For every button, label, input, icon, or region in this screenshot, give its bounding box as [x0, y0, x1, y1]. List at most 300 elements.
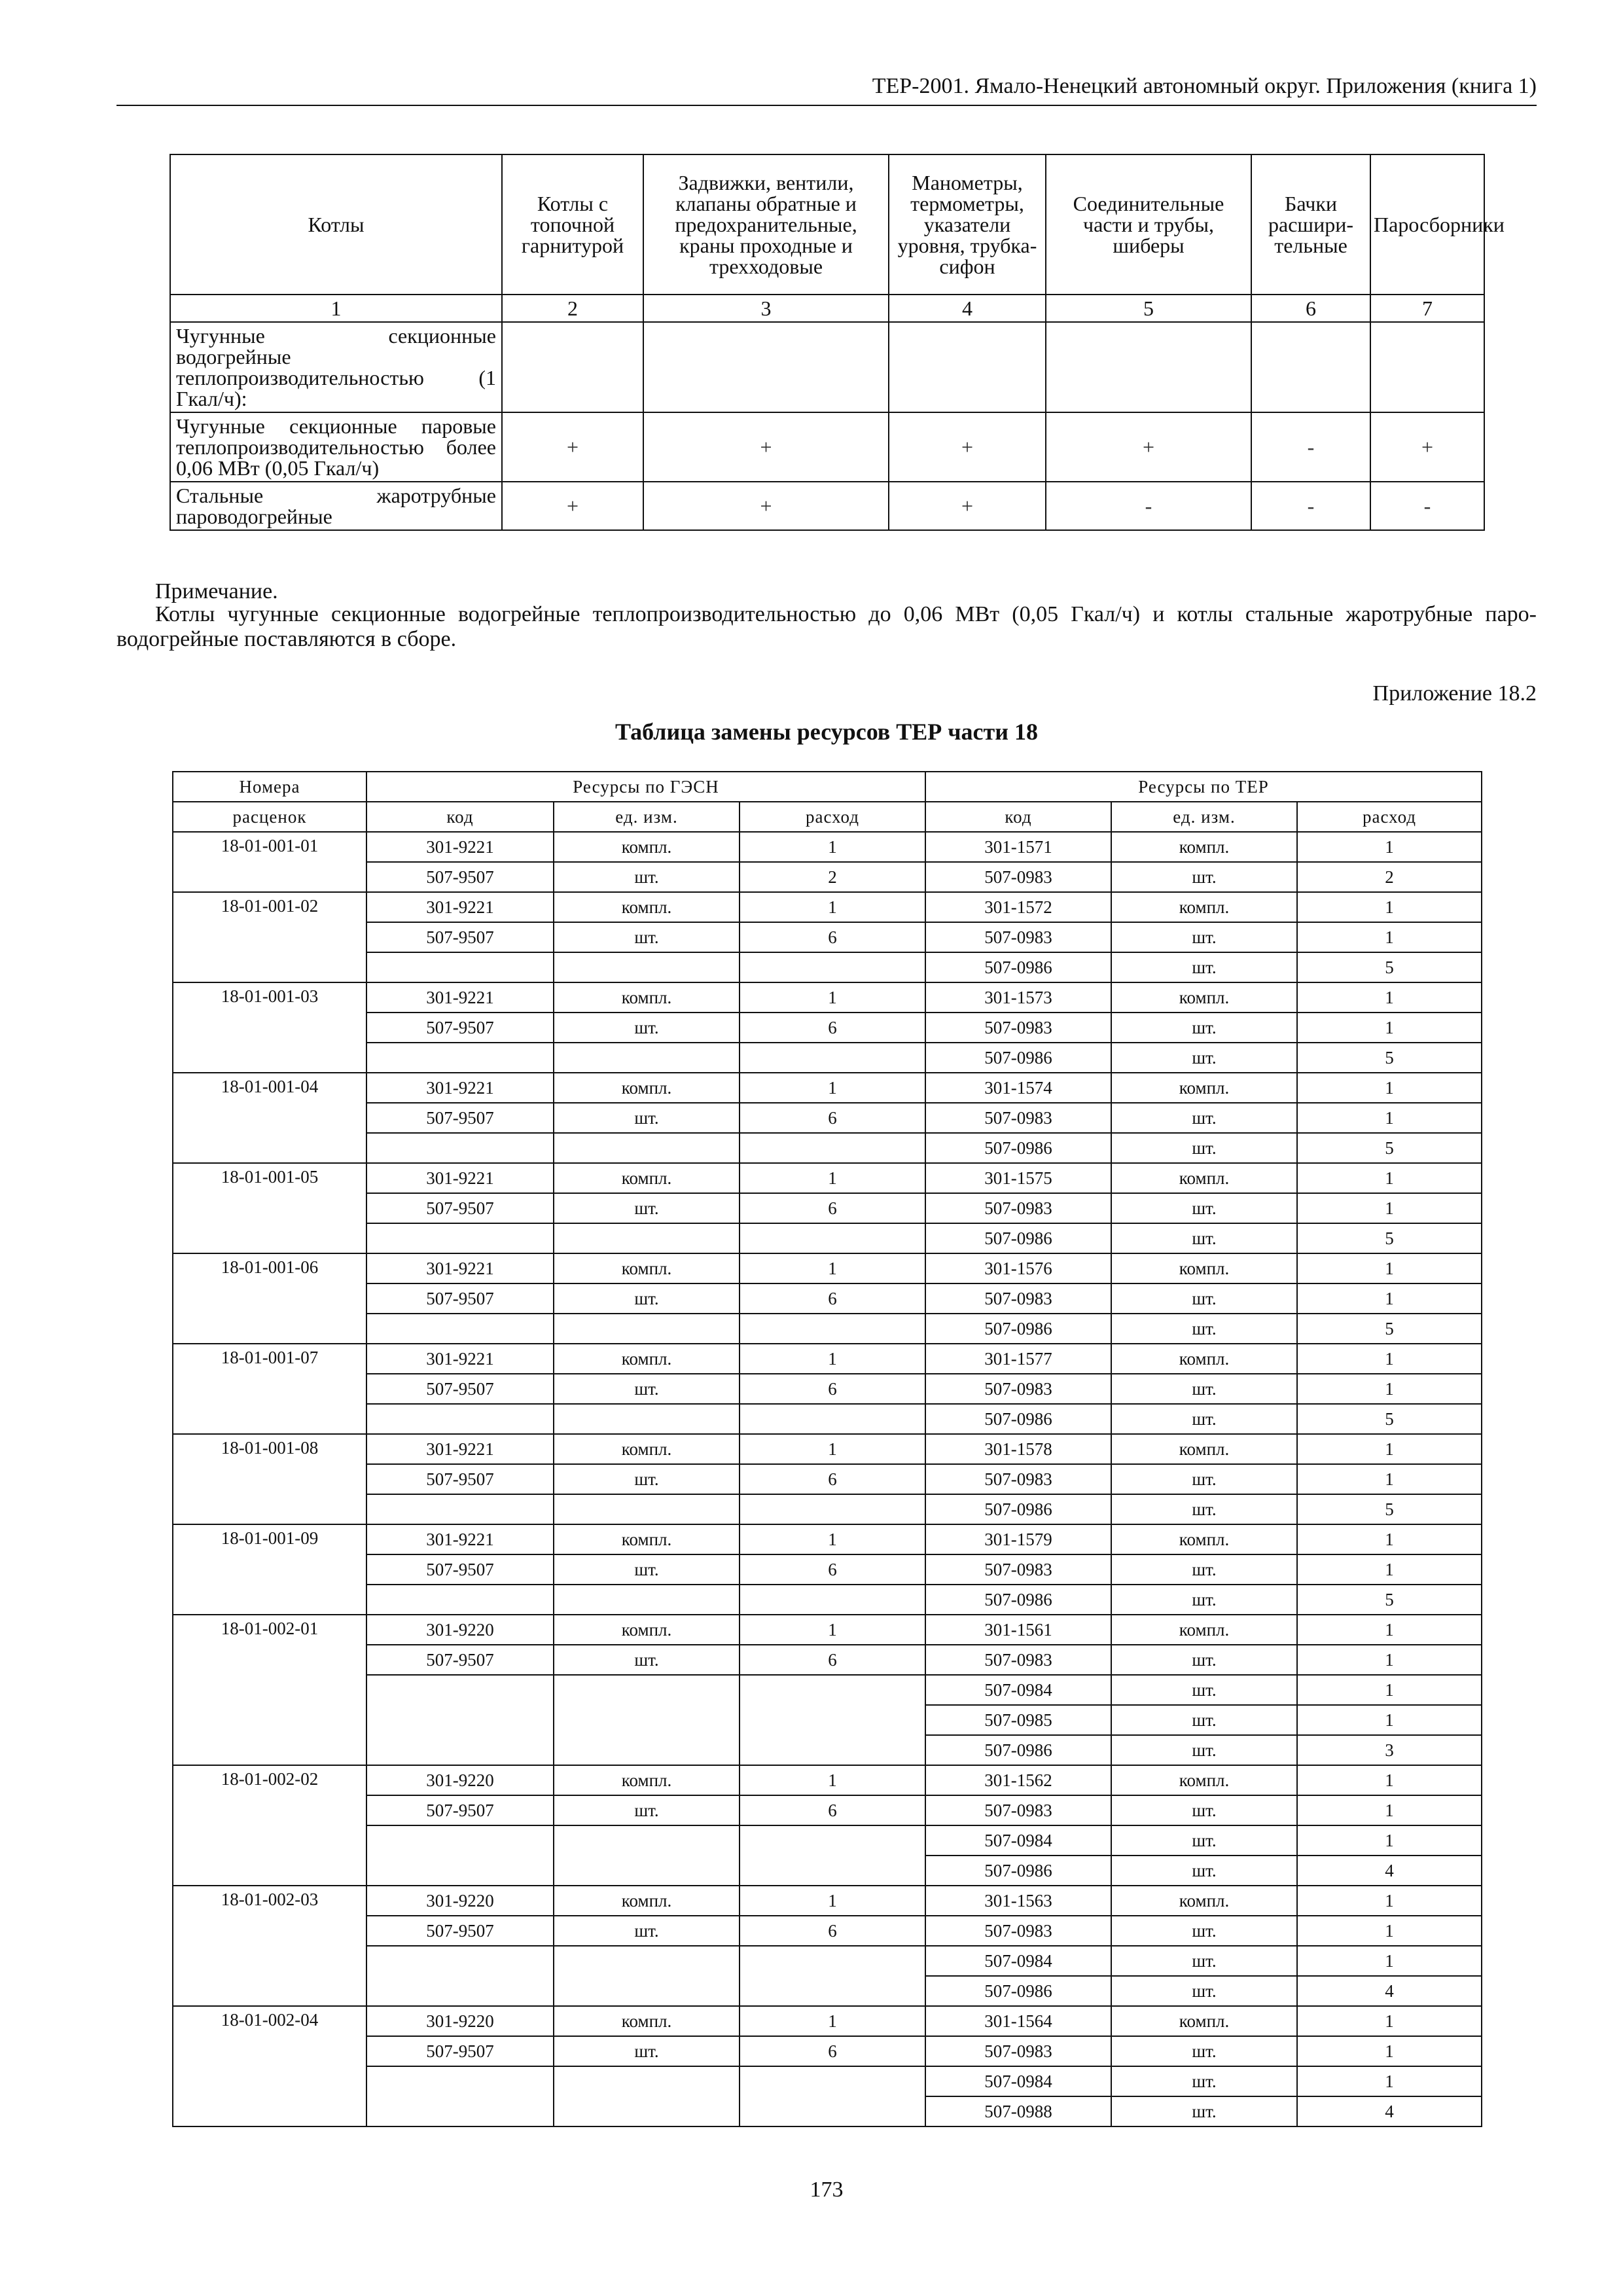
gesn-code: 301-9220: [366, 2006, 554, 2036]
gesn-unit-empty: [554, 1223, 740, 1253]
gesn-code: 301-9220: [366, 1765, 554, 1795]
ter-code: 507-0984: [925, 1946, 1111, 1976]
gesn-usage: 1: [740, 1765, 925, 1795]
rate-number: 18-01-001-08: [173, 1434, 366, 1524]
gesn-code-empty: [366, 1585, 554, 1615]
ter-code: 507-0984: [925, 1675, 1111, 1705]
gesn-usage-empty: [740, 2066, 925, 2126]
table-row: [173, 1765, 1482, 1795]
gesn-usage: 1: [740, 2006, 925, 2036]
ter-usage: 5: [1297, 1314, 1482, 1344]
header-connecting-parts: Соединительные части и трубы, шиберы: [1046, 154, 1251, 295]
resource-table-body: [173, 832, 1482, 2126]
table-row: [173, 952, 1482, 982]
gesn-usage: 6: [740, 1103, 925, 1133]
table-title: Таблица замены ресурсов ТЕР части 18: [615, 719, 1038, 745]
ter-unit: шт.: [1111, 1976, 1297, 2006]
table-row: [173, 1524, 1482, 1554]
gesn-unit: шт.: [554, 1374, 740, 1404]
ter-code: 507-0983: [925, 1645, 1111, 1675]
gesn-usage-empty: [740, 1675, 925, 1765]
ter-unit: компл.: [1111, 892, 1297, 922]
boiler-table-header-row: [170, 154, 1484, 295]
ter-code: 507-0983: [925, 1374, 1111, 1404]
table-row: [173, 1163, 1482, 1193]
gesn-unit: шт.: [554, 1013, 740, 1043]
ter-unit: шт.: [1111, 1193, 1297, 1223]
table-row: [173, 1946, 1482, 1976]
gesn-unit-empty: [554, 1314, 740, 1344]
gesn-unit: шт.: [554, 1283, 740, 1314]
ter-unit: шт.: [1111, 1133, 1297, 1163]
gesn-usage: 6: [740, 1554, 925, 1585]
availability-mark: [643, 322, 889, 412]
availability-mark: [1251, 322, 1370, 412]
gesn-code: 507-9507: [366, 1013, 554, 1043]
header-gesn-resources: Ресурсы по ГЭСН: [366, 772, 925, 802]
ter-usage: 1: [1297, 1013, 1482, 1043]
gesn-unit-empty: [554, 1404, 740, 1434]
gesn-usage: 1: [740, 982, 925, 1013]
ter-usage: 1: [1297, 892, 1482, 922]
gesn-unit: шт.: [554, 2036, 740, 2066]
ter-code: 301-1579: [925, 1524, 1111, 1554]
ter-code: 507-0983: [925, 922, 1111, 952]
table-row: [173, 1494, 1482, 1524]
ter-code: 507-0986: [925, 1976, 1111, 2006]
gesn-usage: 6: [740, 1193, 925, 1223]
gesn-code: 507-9507: [366, 1645, 554, 1675]
table-row: [173, 1223, 1482, 1253]
ter-usage: 1: [1297, 1073, 1482, 1103]
gesn-unit: шт.: [554, 1554, 740, 1585]
ter-usage: 1: [1297, 1765, 1482, 1795]
ter-usage: 5: [1297, 1133, 1482, 1163]
gesn-unit: компл.: [554, 892, 740, 922]
header-boilers: Котлы: [170, 154, 502, 295]
ter-unit: компл.: [1111, 1524, 1297, 1554]
rate-number: 18-01-001-03: [173, 982, 366, 1073]
gesn-unit-empty: [554, 1494, 740, 1524]
gesn-usage: 6: [740, 1916, 925, 1946]
gesn-usage: 6: [740, 1013, 925, 1043]
boiler-row: [170, 482, 1484, 530]
gesn-unit: компл.: [554, 1615, 740, 1645]
ter-unit: шт.: [1111, 1645, 1297, 1675]
rate-number: 18-01-001-01: [173, 832, 366, 892]
gesn-usage: 1: [740, 1344, 925, 1374]
header-boilers-with-furnace: Котлы с топочной гарнитурой: [502, 154, 643, 295]
ter-code: 301-1578: [925, 1434, 1111, 1464]
rate-number: 18-01-002-04: [173, 2006, 366, 2126]
availability-mark: -: [1046, 482, 1251, 530]
ter-unit: компл.: [1111, 982, 1297, 1013]
table-row: [173, 1013, 1482, 1043]
ter-usage: 1: [1297, 1524, 1482, 1554]
ter-unit: шт.: [1111, 1735, 1297, 1765]
gesn-unit-empty: [554, 1946, 740, 2006]
table-row: [173, 1675, 1482, 1705]
ter-code: 301-1576: [925, 1253, 1111, 1283]
gesn-code-empty: [366, 2066, 554, 2126]
ter-code: 507-0984: [925, 2066, 1111, 2096]
gesn-unit: компл.: [554, 832, 740, 862]
table-row: [173, 892, 1482, 922]
table-row: [173, 1314, 1482, 1344]
ter-usage: 1: [1297, 1946, 1482, 1976]
gesn-usage: 2: [740, 862, 925, 892]
gesn-usage-empty: [740, 1825, 925, 1886]
ter-unit: шт.: [1111, 1103, 1297, 1133]
gesn-code: 507-9507: [366, 1103, 554, 1133]
availability-mark: +: [1046, 412, 1251, 482]
table-row: [173, 832, 1482, 862]
ter-usage: 1: [1297, 1795, 1482, 1825]
gesn-code: 507-9507: [366, 1374, 554, 1404]
gesn-usage: 1: [740, 1434, 925, 1464]
column-number: 4: [889, 295, 1046, 322]
gesn-unit: компл.: [554, 1163, 740, 1193]
availability-mark: [502, 322, 643, 412]
resource-header-sub: [173, 802, 1482, 832]
ter-code: 507-0986: [925, 1494, 1111, 1524]
header-ter-usage: расход: [1297, 802, 1482, 832]
gesn-code: 507-9507: [366, 2036, 554, 2066]
ter-usage: 1: [1297, 1886, 1482, 1916]
ter-code: 507-0986: [925, 952, 1111, 982]
ter-usage: 5: [1297, 1404, 1482, 1434]
gesn-usage-empty: [740, 1223, 925, 1253]
header-steam-collectors: Паросборники: [1370, 154, 1484, 295]
gesn-code: 507-9507: [366, 1283, 554, 1314]
gesn-unit: компл.: [554, 1886, 740, 1916]
table-row: [173, 1103, 1482, 1133]
ter-code: 507-0986: [925, 1735, 1111, 1765]
gesn-unit: шт.: [554, 1916, 740, 1946]
ter-code: 507-0983: [925, 1916, 1111, 1946]
ter-code: 507-0984: [925, 1825, 1111, 1856]
ter-usage: 5: [1297, 1494, 1482, 1524]
rate-number: 18-01-001-06: [173, 1253, 366, 1344]
ter-usage: 1: [1297, 1916, 1482, 1946]
ter-code: 507-0983: [925, 1283, 1111, 1314]
ter-unit: шт.: [1111, 1916, 1297, 1946]
ter-code: 507-0988: [925, 2096, 1111, 2126]
ter-unit: компл.: [1111, 1073, 1297, 1103]
ter-code: 507-0986: [925, 1404, 1111, 1434]
gesn-usage-empty: [740, 1585, 925, 1615]
ter-usage: 1: [1297, 1434, 1482, 1464]
ter-usage: 1: [1297, 1554, 1482, 1585]
ter-usage: 4: [1297, 1856, 1482, 1886]
gesn-usage-empty: [740, 1043, 925, 1073]
ter-usage: 1: [1297, 982, 1482, 1013]
table-row: [173, 1043, 1482, 1073]
header-gesn-unit: ед. изм.: [554, 802, 740, 832]
table-row: [173, 862, 1482, 892]
ter-unit: шт.: [1111, 1374, 1297, 1404]
header-ter-unit: ед. изм.: [1111, 802, 1297, 832]
page-number: 173: [810, 2178, 844, 2202]
gesn-code: 507-9507: [366, 1554, 554, 1585]
table-row: [173, 1464, 1482, 1494]
ter-usage: 5: [1297, 952, 1482, 982]
ter-usage: 1: [1297, 1103, 1482, 1133]
ter-code: 507-0983: [925, 1795, 1111, 1825]
availability-mark: [1046, 322, 1251, 412]
table-row: [173, 1554, 1482, 1585]
ter-usage: 1: [1297, 1615, 1482, 1645]
table-row: [173, 2066, 1482, 2096]
table-row: [173, 1825, 1482, 1856]
ter-usage: 1: [1297, 1645, 1482, 1675]
gesn-unit: шт.: [554, 922, 740, 952]
ter-code: 507-0983: [925, 2036, 1111, 2066]
ter-usage: 1: [1297, 922, 1482, 952]
rate-number: 18-01-001-04: [173, 1073, 366, 1163]
header-expansion-tanks: Бачки расшири-тельные: [1251, 154, 1370, 295]
ter-unit: компл.: [1111, 1765, 1297, 1795]
ter-code: 507-0986: [925, 1043, 1111, 1073]
ter-unit: шт.: [1111, 1554, 1297, 1585]
gesn-unit: шт.: [554, 862, 740, 892]
gesn-unit: компл.: [554, 1524, 740, 1554]
gesn-code-empty: [366, 1946, 554, 2006]
table-row: [173, 1615, 1482, 1645]
ter-code: 301-1562: [925, 1765, 1111, 1795]
availability-mark: +: [643, 482, 889, 530]
header-ter-code: код: [925, 802, 1111, 832]
ter-usage: 1: [1297, 2066, 1482, 2096]
table-row: [173, 1344, 1482, 1374]
gesn-usage: 6: [740, 1795, 925, 1825]
gesn-usage: 1: [740, 1163, 925, 1193]
table-row: [173, 1193, 1482, 1223]
ter-code: 507-0983: [925, 862, 1111, 892]
header-gesn-code: код: [366, 802, 554, 832]
gesn-usage: 6: [740, 1374, 925, 1404]
availability-mark: -: [1251, 412, 1370, 482]
gesn-usage: 6: [740, 922, 925, 952]
gesn-unit-empty: [554, 2066, 740, 2126]
ter-code: 301-1564: [925, 2006, 1111, 2036]
table-row: [173, 982, 1482, 1013]
note-text: Котлы чугунные секционные водогрейные теплопроизводительностью до 0,06 МВт (0,05 Гкал/ч) и котлы стальные жаротрубные паро-водогрейные поставляются в сборе.: [116, 602, 1537, 651]
table-row: [173, 1645, 1482, 1675]
gesn-code-empty: [366, 1223, 554, 1253]
gesn-unit-empty: [554, 1585, 740, 1615]
boiler-table-body: [170, 322, 1484, 530]
gesn-unit-empty: [554, 952, 740, 982]
gesn-usage: 1: [740, 1073, 925, 1103]
ter-usage: 1: [1297, 1825, 1482, 1856]
ter-code: 507-0983: [925, 1464, 1111, 1494]
ter-unit: шт.: [1111, 1013, 1297, 1043]
gesn-code: 507-9507: [366, 1464, 554, 1494]
column-number: 6: [1251, 295, 1370, 322]
ter-usage: 1: [1297, 832, 1482, 862]
ter-code: 301-1574: [925, 1073, 1111, 1103]
ter-usage: 1: [1297, 1193, 1482, 1223]
rate-number: 18-01-001-05: [173, 1163, 366, 1253]
header-ter-resources: Ресурсы по ТЕР: [925, 772, 1482, 802]
gesn-code: 301-9221: [366, 1163, 554, 1193]
resource-header-top: [173, 772, 1482, 802]
appendix-label: Приложение 18.2: [1372, 681, 1537, 706]
ter-unit: шт.: [1111, 1494, 1297, 1524]
ter-unit: шт.: [1111, 1314, 1297, 1344]
gesn-unit: шт.: [554, 1645, 740, 1675]
running-header: ТЕР-2001. Ямало-Ненецкий автономный округ. Приложения (книга 1): [872, 74, 1537, 98]
rate-number: 18-01-001-02: [173, 892, 366, 982]
ter-unit: шт.: [1111, 1825, 1297, 1856]
gesn-unit: компл.: [554, 982, 740, 1013]
ter-code: 507-0983: [925, 1013, 1111, 1043]
gesn-usage: 6: [740, 1464, 925, 1494]
ter-unit: компл.: [1111, 1434, 1297, 1464]
gesn-unit: компл.: [554, 1344, 740, 1374]
gesn-usage: 1: [740, 832, 925, 862]
table-row: [173, 1795, 1482, 1825]
ter-unit: шт.: [1111, 2036, 1297, 2066]
gesn-usage-empty: [740, 1946, 925, 2006]
ter-usage: 1: [1297, 1253, 1482, 1283]
gesn-unit: шт.: [554, 1193, 740, 1223]
rate-number: 18-01-001-09: [173, 1524, 366, 1615]
ter-unit: компл.: [1111, 1253, 1297, 1283]
gesn-code-empty: [366, 1494, 554, 1524]
gesn-unit: шт.: [554, 1103, 740, 1133]
boiler-accessories-table: [169, 154, 1505, 531]
availability-mark: +: [1370, 412, 1484, 482]
ter-unit: шт.: [1111, 922, 1297, 952]
ter-usage: 5: [1297, 1585, 1482, 1615]
gesn-usage: 6: [740, 1283, 925, 1314]
rate-number: 18-01-002-01: [173, 1615, 366, 1765]
ter-code: 507-0986: [925, 1314, 1111, 1344]
ter-unit: компл.: [1111, 2006, 1297, 2036]
ter-usage: 1: [1297, 1464, 1482, 1494]
column-number: 5: [1046, 295, 1251, 322]
gesn-code: 507-9507: [366, 1916, 554, 1946]
ter-code: 507-0983: [925, 1554, 1111, 1585]
ter-code: 301-1572: [925, 892, 1111, 922]
gesn-unit-empty: [554, 1133, 740, 1163]
table-row: [173, 1073, 1482, 1103]
gesn-unit: компл.: [554, 1253, 740, 1283]
gesn-code: 301-9221: [366, 1434, 554, 1464]
ter-unit: шт.: [1111, 1856, 1297, 1886]
gesn-unit-empty: [554, 1043, 740, 1073]
ter-unit: компл.: [1111, 832, 1297, 862]
ter-code: 507-0986: [925, 1856, 1111, 1886]
ter-usage: 1: [1297, 1374, 1482, 1404]
gesn-code: 301-9220: [366, 1886, 554, 1916]
availability-mark: +: [643, 412, 889, 482]
ter-code: 507-0986: [925, 1585, 1111, 1615]
table-row: [173, 1133, 1482, 1163]
availability-mark: +: [889, 412, 1046, 482]
gesn-code-empty: [366, 1043, 554, 1073]
ter-code: 301-1575: [925, 1163, 1111, 1193]
availability-mark: [889, 322, 1046, 412]
gesn-usage: 1: [740, 1886, 925, 1916]
ter-unit: шт.: [1111, 862, 1297, 892]
table-row: [173, 1585, 1482, 1615]
table-row: [173, 1404, 1482, 1434]
gesn-usage-empty: [740, 1404, 925, 1434]
ter-code: 301-1561: [925, 1615, 1111, 1645]
availability-mark: [1370, 322, 1484, 412]
gesn-usage: 1: [740, 892, 925, 922]
gesn-code-empty: [366, 1825, 554, 1886]
ter-code: 507-0985: [925, 1705, 1111, 1735]
header-rule: [116, 105, 1537, 106]
gesn-code-empty: [366, 1133, 554, 1163]
ter-unit: шт.: [1111, 2096, 1297, 2126]
ter-unit: компл.: [1111, 1886, 1297, 1916]
gesn-unit: шт.: [554, 1795, 740, 1825]
column-number: 7: [1370, 295, 1484, 322]
ter-usage: 1: [1297, 2036, 1482, 2066]
column-number: 3: [643, 295, 889, 322]
ter-usage: 5: [1297, 1223, 1482, 1253]
boiler-row: [170, 322, 1484, 412]
gesn-code: 507-9507: [366, 1193, 554, 1223]
ter-code: 507-0986: [925, 1223, 1111, 1253]
table-row: [173, 1434, 1482, 1464]
ter-unit: шт.: [1111, 1283, 1297, 1314]
table-row: [173, 1253, 1482, 1283]
boiler-row: [170, 412, 1484, 482]
ter-code: 507-0983: [925, 1103, 1111, 1133]
ter-unit: шт.: [1111, 1043, 1297, 1073]
gesn-unit: компл.: [554, 1765, 740, 1795]
gesn-unit: компл.: [554, 1434, 740, 1464]
ter-usage: 2: [1297, 862, 1482, 892]
ter-usage: 1: [1297, 1675, 1482, 1705]
header-gesn-usage: расход: [740, 802, 925, 832]
gesn-unit-empty: [554, 1675, 740, 1765]
ter-unit: шт.: [1111, 1223, 1297, 1253]
ter-unit: шт.: [1111, 1464, 1297, 1494]
header-valves: Задвижки, вентили, клапаны обратные и предохранительные, краны проходные и трехходовые: [643, 154, 889, 295]
ter-code: 301-1577: [925, 1344, 1111, 1374]
gesn-usage: 1: [740, 1253, 925, 1283]
gesn-code: 301-9221: [366, 892, 554, 922]
rate-number: 18-01-002-03: [173, 1886, 366, 2006]
availability-mark: +: [502, 412, 643, 482]
gesn-code: 301-9221: [366, 1524, 554, 1554]
ter-usage: 1: [1297, 2006, 1482, 2036]
rate-number: 18-01-001-07: [173, 1344, 366, 1434]
ter-code: 301-1571: [925, 832, 1111, 862]
availability-mark: +: [502, 482, 643, 530]
boiler-type-name: Стальные жаротрубные пароводогрейные: [170, 482, 502, 530]
ter-code: 507-0983: [925, 1193, 1111, 1223]
ter-unit: компл.: [1111, 1615, 1297, 1645]
gesn-unit: компл.: [554, 1073, 740, 1103]
gesn-usage: 1: [740, 1524, 925, 1554]
column-number: 1: [170, 295, 502, 322]
ter-usage: 4: [1297, 1976, 1482, 2006]
table-row: [173, 1916, 1482, 1946]
table-row: [173, 2036, 1482, 2066]
ter-usage: 1: [1297, 1705, 1482, 1735]
ter-code: 301-1563: [925, 1886, 1111, 1916]
table-row: [173, 1374, 1482, 1404]
gesn-code-empty: [366, 1404, 554, 1434]
